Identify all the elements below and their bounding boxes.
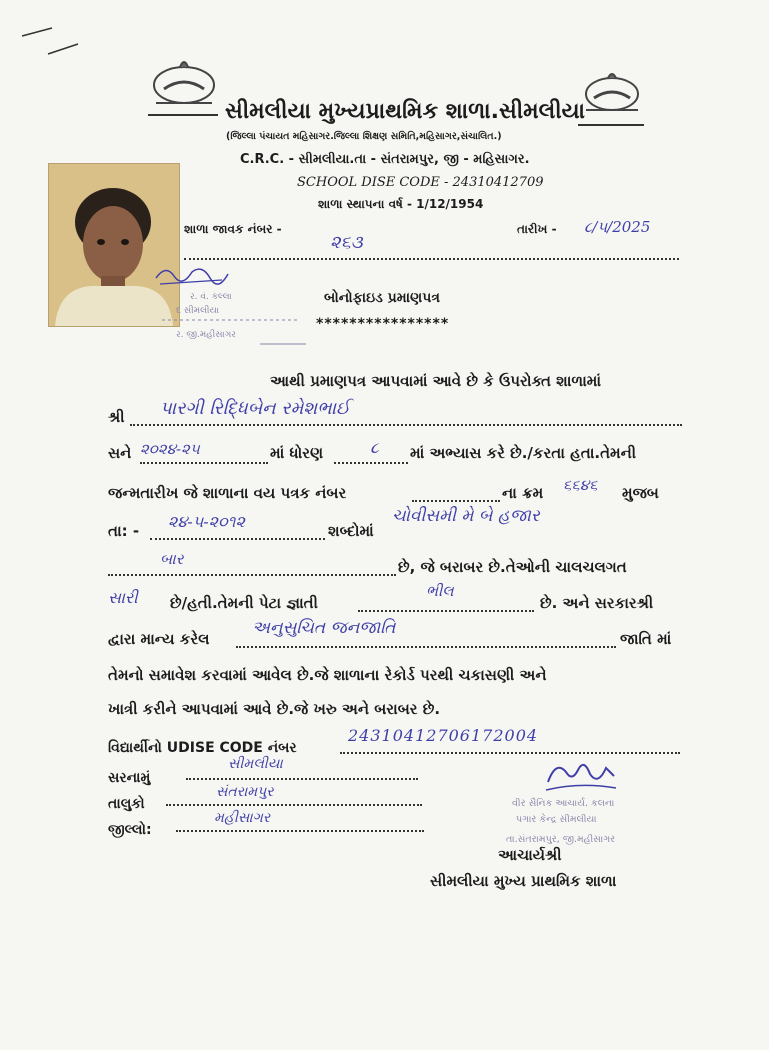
taluka-dotted-line bbox=[166, 804, 422, 806]
student-name: પારગી રિદ્ધિબેન રમેશભાઈ bbox=[160, 398, 350, 419]
line-3-suffix: માં અભ્યાસ કરે છે./કરતા હતા.તેમની bbox=[410, 444, 637, 462]
line-7-a: છે/હતી.તેમની પેટા જ્ઞાતી bbox=[170, 594, 318, 612]
principal-stamp-line-2: પગાર કેન્દ્ર સીમલીયા bbox=[516, 814, 597, 825]
pen-marks bbox=[18, 22, 88, 62]
conduct: સારી bbox=[108, 588, 138, 607]
udise-value: 24310412706172004 bbox=[348, 726, 539, 745]
taluka-label: તાલુકો bbox=[108, 796, 145, 812]
established-year: શાળા સ્થાપના વર્ષ - 1/12/1954 bbox=[318, 197, 484, 211]
date-label: તારીખ - bbox=[517, 222, 557, 236]
birth-date-words: ચોવીસમી મે બે હજાર bbox=[392, 506, 540, 526]
line-4-c: મુજબ bbox=[622, 484, 659, 502]
school-affiliation: (જિલ્લા પંચાયત મહિસાગર.જિલ્લા શિક્ષણ સમિતિ,મહિસાગર,સંચાલિત.) bbox=[226, 131, 502, 142]
line-3-prefix: સને bbox=[108, 444, 132, 462]
birth-date: ૨૪-૫-૨૦૧૨ bbox=[168, 512, 245, 531]
udise-dotted-line bbox=[340, 752, 680, 754]
std-dotted-line bbox=[334, 462, 408, 464]
category: અનુસુચિત જનજાતિ bbox=[252, 618, 396, 638]
line-1: આથી પ્રમાણપત્ર આપવામાં આવે છે કે ઉપરોક્ત શાળામાં bbox=[270, 372, 602, 390]
register-kram: ૬૬૪૬ bbox=[563, 476, 598, 494]
letterhead-rule-left bbox=[148, 114, 218, 116]
year-dotted-line bbox=[140, 462, 268, 464]
address-label: સરનામું bbox=[108, 770, 151, 786]
district-label: જીલ્લો: bbox=[108, 822, 152, 838]
birth-date-words-2: બાર bbox=[160, 550, 184, 568]
photo-signature bbox=[152, 258, 232, 292]
udise-label: વિદ્યાર્થીનો UDISE CODE નંબર bbox=[108, 740, 297, 756]
jawak-value: ૨૬૩ bbox=[330, 232, 363, 253]
words-dotted-line bbox=[108, 574, 396, 576]
line-5-b: શબ્દોમાં bbox=[328, 522, 374, 540]
principal-signature bbox=[540, 752, 620, 798]
school-name: સીમલીયા મુખ્યપ્રાથમિક શાળા.સીમલીયા bbox=[225, 99, 586, 124]
line-8-b: જાતિ માં bbox=[620, 630, 672, 648]
standard: ૮ bbox=[370, 438, 379, 457]
dise-code: SCHOOL DISE CODE - 24310412709 bbox=[297, 175, 544, 190]
jawak-label: શાળા જાવક નંબર - bbox=[184, 222, 282, 236]
line-8-a: દ્વારા માન્ય કરેલ bbox=[108, 630, 210, 648]
district-dotted-line bbox=[176, 830, 424, 832]
principal-stamp-line-3: તા.સંતરામપુર, જી.મહીસાગર bbox=[506, 834, 616, 845]
line-5-a: તા: - bbox=[108, 522, 140, 540]
district-value: મહીસાગર bbox=[214, 810, 271, 826]
name-dotted-line bbox=[130, 424, 682, 426]
register-dotted-line bbox=[412, 500, 500, 502]
header-dotted-line bbox=[184, 258, 679, 260]
principal-role: આચાર્યશ્રી bbox=[498, 846, 562, 864]
caste-dotted-line bbox=[358, 610, 534, 612]
principal-school: સીમલીયા મુખ્ય પ્રાથમિક શાળા bbox=[430, 872, 617, 890]
school-logo-left-icon bbox=[150, 55, 218, 107]
school-logo-right-icon bbox=[582, 68, 642, 114]
line-2-prefix: શ્રી bbox=[108, 408, 125, 426]
dob-dotted-line bbox=[150, 538, 325, 540]
address-dotted-line bbox=[186, 778, 418, 780]
line-3-mid: માં ધોરણ bbox=[270, 444, 324, 462]
crc-line: C.R.C. - સીમલીયા.તા - સંતરામપુર, જી - મહિસાગર. bbox=[240, 152, 530, 167]
line-4-b: ના ક્રમ bbox=[502, 484, 544, 502]
category-dotted-line bbox=[236, 646, 616, 648]
line-9: તેમનો સમાવેશ કરવામાં આવેલ છે.જે શાળાના રેકોર્ડ પરથી ચકાસણી અને bbox=[108, 666, 547, 684]
line-7-b: છે. અને સરકારશ્રી bbox=[540, 594, 654, 612]
sub-caste: ભીલ bbox=[426, 582, 454, 600]
letterhead-rule-right bbox=[578, 124, 644, 126]
address-value: સીમલીયા bbox=[228, 756, 283, 772]
principal-stamp-line-1: વીર સૈનિક આચાર્ય. કલના bbox=[512, 798, 615, 809]
title-stars: **************** bbox=[316, 316, 450, 332]
taluka-value: સંતરામપુર bbox=[216, 784, 274, 800]
line-6-suffix: છે, જે બરાબર છે.તેઓની ચાલચલગત bbox=[398, 558, 627, 576]
academic-year: ૨૦૨૪-૨૫ bbox=[140, 440, 200, 458]
photo-stamp: ર. વં. કલ્લા દ સીમલીયા ર. જી.મહીસાગર bbox=[176, 292, 236, 340]
line-10: ખાત્રી કરીને આપવામાં આવે છે.જે ખરુ અને બરાબર છે. bbox=[108, 700, 441, 718]
line-4-a: જન્મતારીખ જે શાળાના વય પત્રક નંબર bbox=[108, 484, 347, 502]
date-value: ૮/૫/2025 bbox=[584, 218, 651, 236]
certificate-title: બોનોફાઇડ પ્રમાણપત્ર bbox=[324, 290, 440, 306]
